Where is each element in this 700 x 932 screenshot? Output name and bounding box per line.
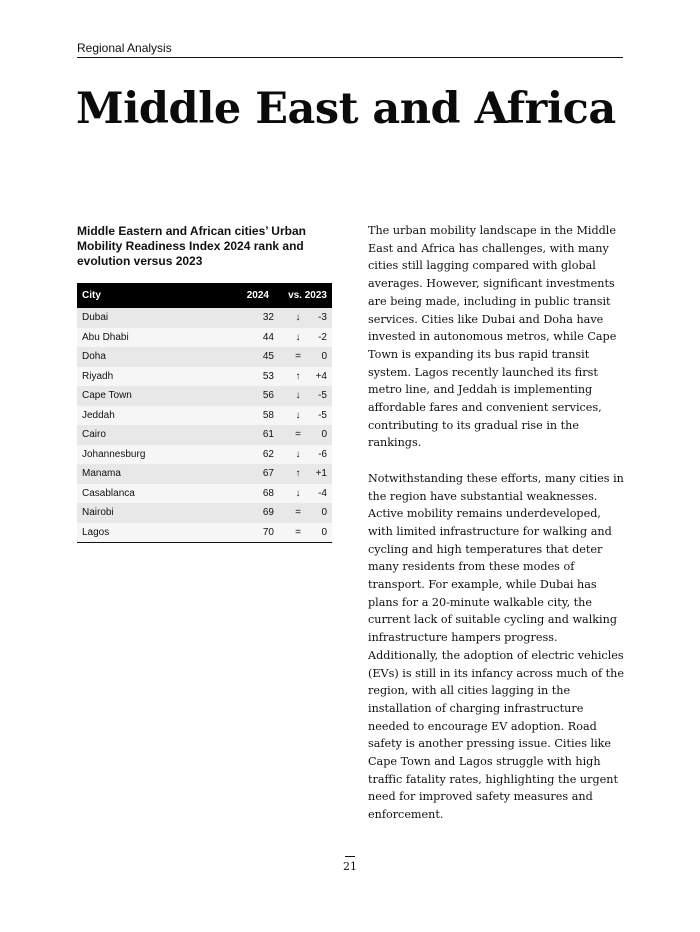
city-cell: Johannesburg — [82, 448, 146, 460]
trend-icon: = — [295, 507, 301, 519]
column-header-vs-2023: vs. 2023 — [279, 283, 332, 308]
trend-icon: = — [295, 351, 301, 363]
table-body — [77, 308, 332, 542]
evolution-cell — [279, 445, 332, 465]
city-cell: Lagos — [82, 526, 110, 538]
city-cell: Nairobi — [82, 507, 114, 519]
evolution-cell — [279, 367, 332, 387]
evolution-cell — [279, 464, 332, 484]
table-row — [77, 367, 332, 387]
table-row — [77, 523, 332, 543]
body-paragraph: Notwithstanding these efforts, many cities in the region have substantial weaknesses. Active mobility remains underdeveloped, with limited infrastructure for walking and cycling and high temperatures that deter many residents from these modes of transport. For example, while Dubai has plans for a 20-minute walkable city, the current lack of suitable cycling and walking infrastructure hampers progress. Additionally, the adoption of electric vehicles (EVs) is still in its infancy across much of the region, with all cities lagging in the installation of charging infrastructure needed to encourage EV adoption. Road safety is another pressing issue. Cities like Cape Town and Lagos struggle with high traffic fatality rates, highlighting the urgent need for improved safety measures and enforcement. — [368, 471, 624, 822]
city-cell: Abu Dhabi — [82, 331, 129, 343]
delta-value: 0 — [321, 507, 327, 519]
delta-value: -2 — [318, 331, 327, 343]
footer-divider — [345, 856, 355, 857]
header-divider — [77, 57, 623, 58]
table-caption: Middle Eastern and African cities’ Urban Mobility Readiness Index 2024 rank and evolution versus 2023 — [77, 224, 306, 268]
table-row — [77, 445, 332, 465]
city-cell: Cairo — [82, 429, 106, 441]
column-header-city: City — [77, 283, 227, 308]
city-cell: Doha — [82, 351, 106, 363]
evolution-cell — [279, 308, 332, 328]
trend-icon: ↓ — [295, 448, 301, 460]
table-row — [77, 386, 332, 406]
rank-cell: 67 — [262, 468, 274, 480]
evolution-cell — [279, 406, 332, 426]
trend-icon: = — [295, 429, 301, 441]
page-number: 21 — [343, 860, 357, 873]
evolution-cell — [279, 386, 332, 406]
evolution-cell — [279, 347, 332, 367]
trend-icon: = — [295, 526, 301, 538]
trend-icon: ↓ — [295, 312, 301, 324]
delta-value: -5 — [318, 409, 327, 421]
evolution-cell — [279, 328, 332, 348]
section-label: Regional Analysis — [77, 41, 172, 55]
delta-value: -4 — [318, 487, 327, 499]
rank-cell: 58 — [262, 409, 274, 421]
city-cell: Dubai — [82, 312, 109, 324]
city-cell: Manama — [82, 468, 121, 480]
delta-value: 0 — [321, 429, 327, 441]
table-row — [77, 425, 332, 445]
table-row — [77, 484, 332, 504]
body-paragraph: The urban mobility landscape in the Middle East and Africa has challenges, with many cities still lagging compared with global averages. However, significant investments are being made, including in public transit services. Cities like Dubai and Doha have invested in autonomous metros, while Cape Town is expanding its bus rapid transit system. Lagos recently launched its first metro line, and Jeddah is implementing affordable fares and convenient services, contributing to its gradual rise in the rankings. — [368, 224, 617, 450]
rank-cell: 69 — [262, 507, 274, 519]
delta-value: -3 — [318, 312, 327, 324]
delta-value: -5 — [318, 390, 327, 402]
table-row — [77, 308, 332, 328]
table-row — [77, 464, 332, 484]
rank-cell: 62 — [262, 448, 274, 460]
evolution-cell — [279, 503, 332, 523]
evolution-cell — [279, 425, 332, 445]
city-cell: Casablanca — [82, 487, 135, 499]
rank-cell: 53 — [262, 370, 274, 382]
trend-icon: ↓ — [295, 409, 301, 421]
trend-icon: ↓ — [295, 331, 301, 343]
evolution-cell — [279, 484, 332, 504]
rank-cell: 32 — [262, 312, 274, 324]
delta-value: +1 — [315, 468, 327, 480]
delta-value: +4 — [315, 370, 327, 382]
delta-value: 0 — [321, 526, 327, 538]
column-header-2024: 2024 — [227, 283, 279, 308]
page-title: Middle East and Africa — [76, 84, 616, 134]
table-header-row — [77, 283, 332, 308]
delta-value: -6 — [318, 448, 327, 460]
rank-cell: 61 — [262, 429, 274, 441]
delta-value: 0 — [321, 351, 327, 363]
trend-icon: ↓ — [295, 390, 301, 402]
rank-cell: 68 — [262, 487, 274, 499]
table-row — [77, 328, 332, 348]
trend-icon: ↑ — [295, 370, 301, 382]
body-text — [368, 222, 626, 842]
city-cell: Riyadh — [82, 370, 114, 382]
trend-icon: ↓ — [295, 487, 301, 499]
evolution-cell — [279, 523, 332, 543]
rank-cell: 44 — [262, 331, 274, 343]
table-row — [77, 406, 332, 426]
rank-cell: 70 — [262, 526, 274, 538]
city-cell: Jeddah — [82, 409, 115, 421]
table-row — [77, 347, 332, 367]
table-row — [77, 503, 332, 523]
ranking-table — [77, 283, 332, 543]
rank-cell: 45 — [262, 351, 274, 363]
rank-cell: 56 — [262, 390, 274, 402]
city-cell: Cape Town — [82, 390, 132, 402]
trend-icon: ↑ — [295, 468, 301, 480]
